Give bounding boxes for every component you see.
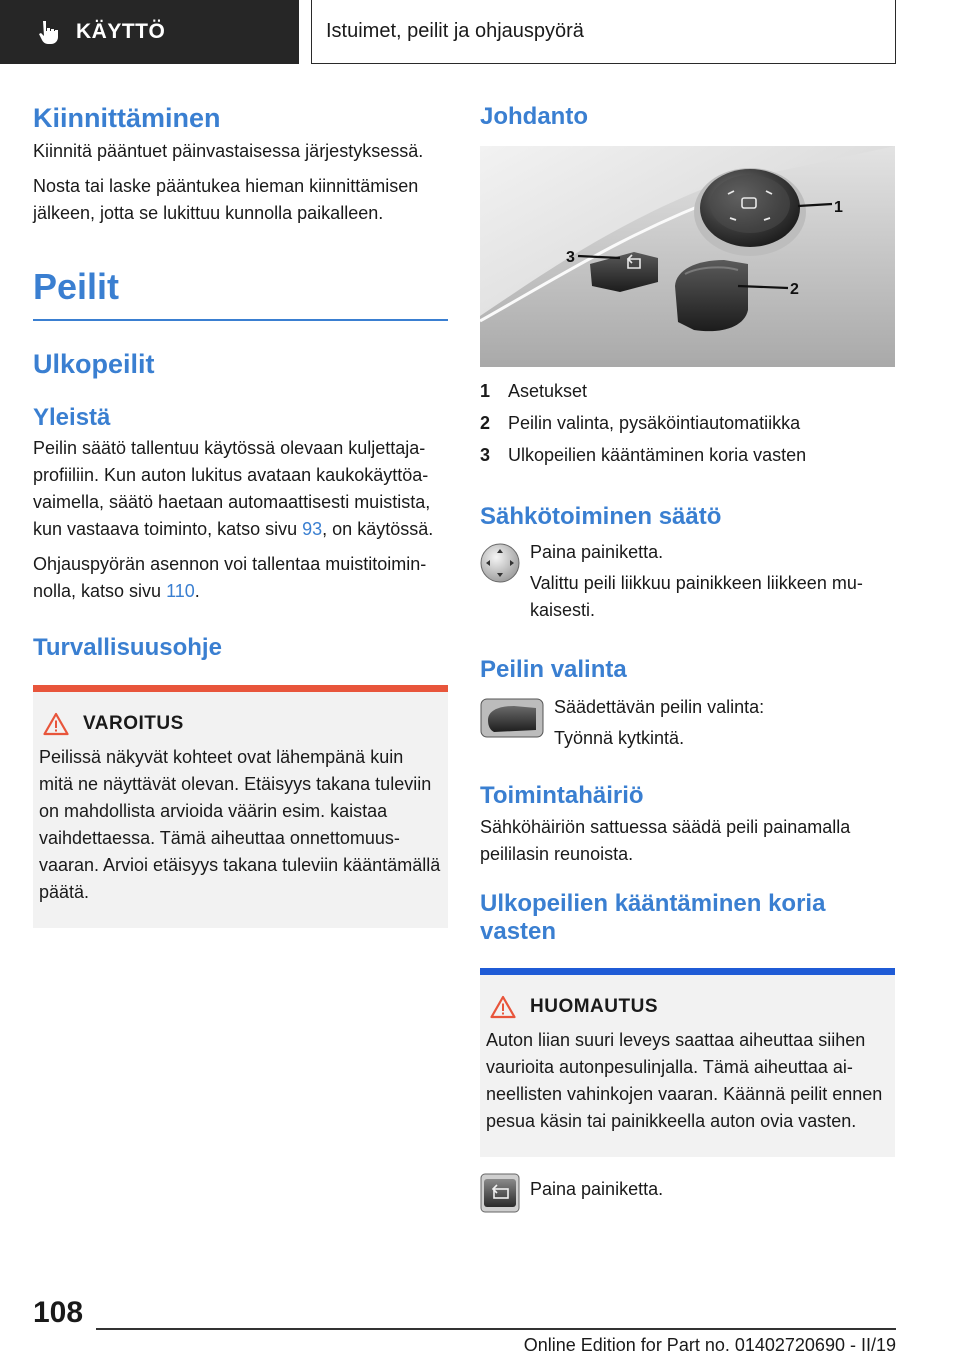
sahko-block — [480, 539, 895, 624]
warning-rule — [33, 685, 448, 692]
chapter-tab[interactable] — [0, 0, 299, 64]
heading-rule — [33, 319, 448, 321]
warning-text: Peilissä näkyvät kohteet ovat lähempänä kuin mitä ne näyttävät olevan. Etäisyys takana tuleviin on mahdollista arvioida väärin esim. kaistaa vaihdettaessa. Tämä aiheuttaa onnettomuusvaaran. Arvioi etäisyys takana tuleviin kääntämällä päätä. — [39, 747, 441, 902]
warning-box — [33, 692, 448, 928]
list-item: 1 Asetukset — [480, 381, 588, 401]
heading-toimintahairio: Toimintahäiriö — [480, 782, 644, 809]
legend-list — [480, 375, 895, 471]
paragraph: Säädettävän peilin valinta: — [554, 697, 765, 717]
heading-sahkotoiminen: Sähkötoiminen säätö — [480, 503, 722, 530]
footer-edition: Online Edition for Part no. 01402720690 - II/19 — [523, 1335, 896, 1355]
heading-peilin-valinta: Peilin valinta — [480, 656, 627, 683]
mirror-adjust-knob-icon — [480, 543, 520, 583]
page-number: 108 — [33, 1296, 84, 1329]
paragraph: Paina painiketta. — [530, 542, 664, 562]
notice-triangle-icon — [490, 995, 516, 1019]
paragraph: Kiinnitä pääntuet päinvastaisessa järjestyksessä. — [33, 141, 424, 161]
left-column — [33, 100, 448, 928]
warning-label: VAROITUS — [83, 713, 184, 734]
paragraph: Peilin säätö tallentuu käytössä olevaan kuljettajaprofiiliin. Kun auton lukitus avataan kaukokäyttöavaimella, säätö haetaan automaattisesti muistista, kun vastaava toiminto, katso sivu 93, on käytössä. — [33, 438, 434, 539]
list-item: 3 Ulkopeilien kääntäminen koria vasten — [480, 445, 807, 465]
notice-rule — [480, 968, 895, 975]
callout-3: 3 — [566, 249, 575, 266]
warning-triangle-icon — [43, 712, 69, 736]
heading-kaantaminen: Ulkopeilien kääntäminen koria vasten — [480, 890, 826, 945]
right-column — [480, 100, 895, 1213]
section-title: Istuimet, peilit ja ohjauspyörä — [326, 20, 584, 42]
section-title-box — [311, 0, 896, 64]
heading-ulkopeilit: Ulkopeilit — [33, 349, 155, 379]
notice-label: HUOMAUTUS — [530, 996, 658, 1017]
paragraph: Työnnä kytkintä. — [554, 728, 685, 748]
pointing-hand-icon — [36, 19, 62, 45]
footer-rule — [96, 1328, 896, 1330]
mirror-select-switch-icon — [480, 698, 544, 738]
paragraph: Sähköhäiriön sattuessa säädä peili painamalla peililasin reunoista. — [480, 817, 851, 864]
paragraph: Nosta tai laske pääntukea hieman kiinnittämisen jälkeen, jotta se lukittuu kunnolla paikalleen. — [33, 176, 419, 223]
paragraph: Paina painiketta. — [530, 1179, 664, 1199]
heading-kiinnittaminen: Kiinnittäminen — [33, 103, 221, 133]
page-link-93[interactable]: 93 — [302, 519, 323, 539]
page-link-110[interactable]: 110 — [166, 581, 195, 601]
mirror-fold-button-icon — [480, 1173, 520, 1213]
heading-yleista: Yleistä — [33, 404, 111, 431]
heading-johdanto: Johdanto — [480, 103, 588, 130]
callout-1: 1 — [834, 199, 843, 216]
notice-box — [480, 975, 895, 1157]
valinta-block — [480, 694, 895, 752]
fold-block — [480, 1173, 895, 1213]
heading-peilit: Peilit — [33, 266, 120, 307]
list-item: 2 Peilin valinta, pysäköintiautomatiikka — [480, 413, 801, 433]
paragraph: Valittu peili liikkuu painikkeen liikkeen mukaisesti. — [530, 573, 863, 620]
chapter-label: KÄYTTÖ — [76, 20, 166, 43]
heading-turvallisuusohje: Turvallisuusohje — [33, 634, 222, 661]
mirror-controls-illustration — [480, 146, 895, 367]
callout-2: 2 — [790, 281, 799, 298]
notice-text: Auton liian suuri leveys saattaa aiheuttaa siihen vaurioita autonpesulinjalla. Tämä aiheuttaa aineellisten vahinkojen vaaran. Käännä peilit ennen pesua käsin tai painikkeella auton ovia vasten. — [486, 1030, 883, 1131]
paragraph: Ohjauspyörän asennon voi tallentaa muistitoiminnolla, katso sivu 110. — [33, 554, 427, 601]
